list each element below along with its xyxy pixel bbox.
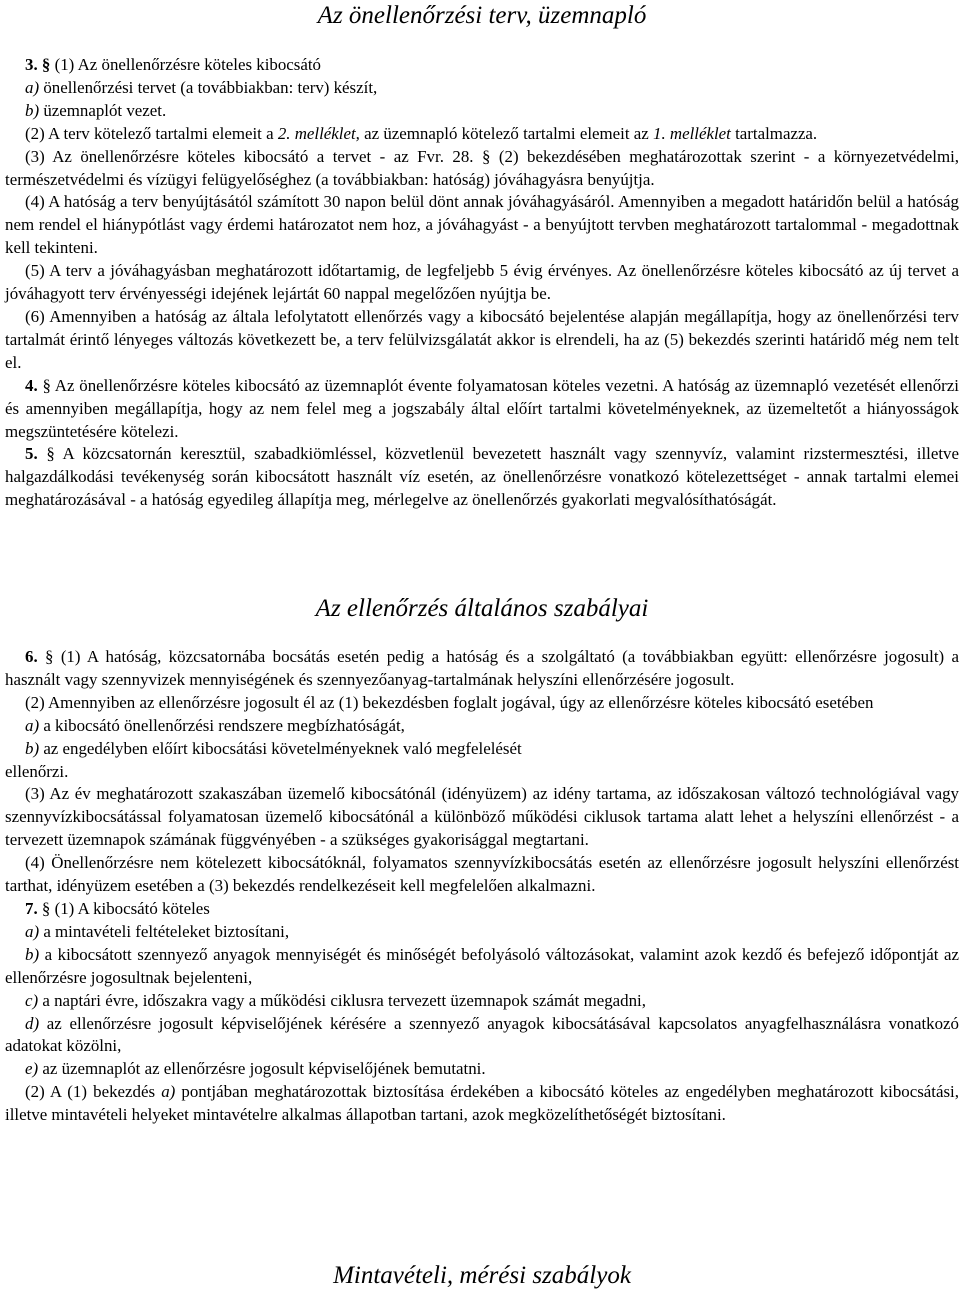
s7-number: 7. bbox=[25, 898, 38, 918]
paragraphs-3-5 bbox=[5, 54, 959, 512]
s6-p2-end: ellenőrzi. bbox=[5, 761, 69, 781]
s5-p: 5. § A közcsatornán keresztül, szabadkiömléssel, közvetlenül bevezetett használt vagy szennyvíz, valamint rizstermesztési, illetve halgazdálkodási tevékenység során kibocsátott használt víz esetén, az önellenőrzésre vonatkozó kötelezettséget - annak tartalmi elemei meghatározásával - a hatóság egyedileg állapítja meg, mérlegelve az önellenőrzés gyakorlati megvalósíthatóságát. bbox=[5, 444, 959, 510]
section-heading-self-monitoring: Az önellenőrzési terv, üzemnapló bbox=[317, 2, 647, 29]
s3-p5: (5) A terv a jóváhagyásban meghatározott időtartamig, de legfeljebb 5 évig érvényes. Az önellenőrzésre köteles kibocsátó az új tervet a jóváhagyott terv érvényességi idejének lejártát 60 nappal megelőzően nyújtja be. bbox=[5, 261, 959, 304]
s4-number: 4. bbox=[25, 375, 38, 395]
s7-p2: (2) A (1) bekezdés a) pontjában meghatározottak biztosítása érdekében a kibocsátó köteles az engedélyben meghatározott kibocsátási, illetve mintavételi helyeket mintavételre alkalmas állapotban tartani, azok megközelíthetőségét biztosítani. bbox=[5, 1082, 959, 1125]
s6-p3: (3) Az év meghatározott szakaszában üzemelő kibocsátónál (idényüzem) az idény tartama, az időszakosan változó technológiával vagy szennyvízkibocsátással folyamatosan üzemelő kibocsátónál a különböző működési ciklusok tartama alatt lehet a helyszíni ellenőrzést - a tervezett üzemnapok számának függvényében - a szükséges gyakorisággal megtartani. bbox=[5, 784, 959, 850]
section-sign: § bbox=[41, 55, 51, 74]
s3-p6: (6) Amennyiben a hatóság az általa lefolytatott ellenőrzés vagy a kibocsátó bejelentése alapján megállapítja, hogy az önellenőrzési terv tartalmát érintő lényeges változás következett be, a terv felülvizsgálatát akkor is elrendeli, ha az (5) bekezdés szerinti határidő még nem telt el. bbox=[5, 306, 959, 372]
s3-item-a: a) önellenőrzési tervet (a továbbiakban: terv) készít, bbox=[25, 77, 378, 97]
s3-p2: (2) A terv kötelező tartalmi elemeit a 2. melléklet, az üzemnapló kötelező tartalmi elemeit az 1. melléklet tartalmazza. bbox=[25, 123, 818, 143]
s3-p1: 3. § (1) Az önellenőrzésre köteles kibocsátó bbox=[25, 55, 321, 74]
s5-number: 5. bbox=[25, 444, 38, 464]
s7-item-d: d) az ellenőrzésre jogosult képviselőjének kérésére a szennyező anyagok kibocsátásával kapcsolatos anyagfelhasználásra vonatkozó adatokat közölni, bbox=[5, 1013, 959, 1056]
s3-p3: (3) Az önellenőrzésre köteles kibocsátó a tervet - az Fvr. 28. § (2) bekezdésében meghatározottak szerint - a környezetvédelmi, természetvédelmi és vízügyi felügyelőséghez (a továbbiakban: hatóság) jóváhagyásra benyújtja. bbox=[5, 146, 959, 189]
s6-p2: (2) Amennyiben az ellenőrzésre jogosult él az (1) bekezdésben foglalt jogával, úgy az ellenőrzésre köteles kibocsátó esetében bbox=[25, 692, 874, 712]
section-sign: § bbox=[481, 146, 491, 166]
s7-item-b: b) a kibocsátott szennyező anyagok mennyiségét és minőségét befolyásoló változásokat, valamint azok kezdő és befejező időpontját az ellenőrzésre jogosultnak bejelenteni, bbox=[5, 944, 959, 987]
s3-p4: (4) A hatóság a terv benyújtásától számított 30 napon belül dönt annak jóváhagyásáról. Amennyiben a megadott határidőn belül a hatóság nem rendel el hiánypótlást vagy érdemi határozatot nem hoz, a jóváhagyást - a benyújtott tervben meghatározott tartalommal - megadottnak kell tekinteni. bbox=[5, 192, 959, 258]
paragraphs-6-7 bbox=[5, 646, 959, 1127]
s6-number: 6. bbox=[25, 647, 38, 666]
s4-p: 4. § Az önellenőrzésre köteles kibocsátó az üzemnaplót évente folyamatosan köteles vezetni. A hatóság az üzemnapló vezetését ellenőrzi és amennyiben megállapítja, hogy az nem felel meg a jogszabály által előírt tartalmi követelményeknek, az üzemeltetőt a hiányosságok megszüntetésére kötelezi. bbox=[5, 375, 959, 441]
section-heading-general-rules: Az ellenőrzés általános szabályai bbox=[315, 595, 649, 622]
s7-item-e: e) az üzemnaplót az ellenőrzésre jogosult képviselőjének bemutatni. bbox=[25, 1059, 486, 1079]
section-heading-sampling: Mintavételi, mérési szabályok bbox=[333, 1262, 631, 1289]
s3-number: 3. bbox=[25, 55, 38, 74]
section-sign: § bbox=[42, 375, 51, 395]
section-sign: § bbox=[45, 647, 54, 666]
s7-p1: 7. § (1) A kibocsátó köteles bbox=[25, 898, 210, 918]
section-sign: § bbox=[46, 444, 55, 464]
s3-item-b: b) üzemnaplót vezet. bbox=[25, 100, 167, 120]
s7-item-c: c) a naptári évre, időszakra vagy a működési ciklusra tervezett üzemnapok számát megadni, bbox=[25, 990, 646, 1010]
section-sign: § bbox=[41, 898, 51, 918]
s6-p1: 6. § (1) A hatóság, közcsatornába bocsátás esetén pedig a hatóság és a szolgáltató (a továbbiakban együtt: ellenőrzésre jogosult) a használt vagy szennyvizek mennyiségének és szennyezőanyag-tartalmának helyszíni ellenőrzésére jogosult. bbox=[5, 647, 959, 689]
s6-item-b: b) az engedélyben előírt kibocsátási követelményeknek való megfelelését bbox=[25, 738, 522, 758]
s7-item-a: a) a mintavételi feltételeket biztosítani, bbox=[25, 921, 290, 941]
s6-item-a: a) a kibocsátó önellenőrzési rendszere megbízhatóságát, bbox=[25, 715, 405, 735]
s6-p4: (4) Önellenőrzésre nem kötelezett kibocsátóknál, folyamatos szennyvízkibocsátás esetén az ellenőrzésre jogosult helyszíni ellenőrzést tarthat, idényüzem esetében a (3) bekezdés rendelkezéseit kell megfelelően alkalmazni. bbox=[5, 853, 959, 896]
